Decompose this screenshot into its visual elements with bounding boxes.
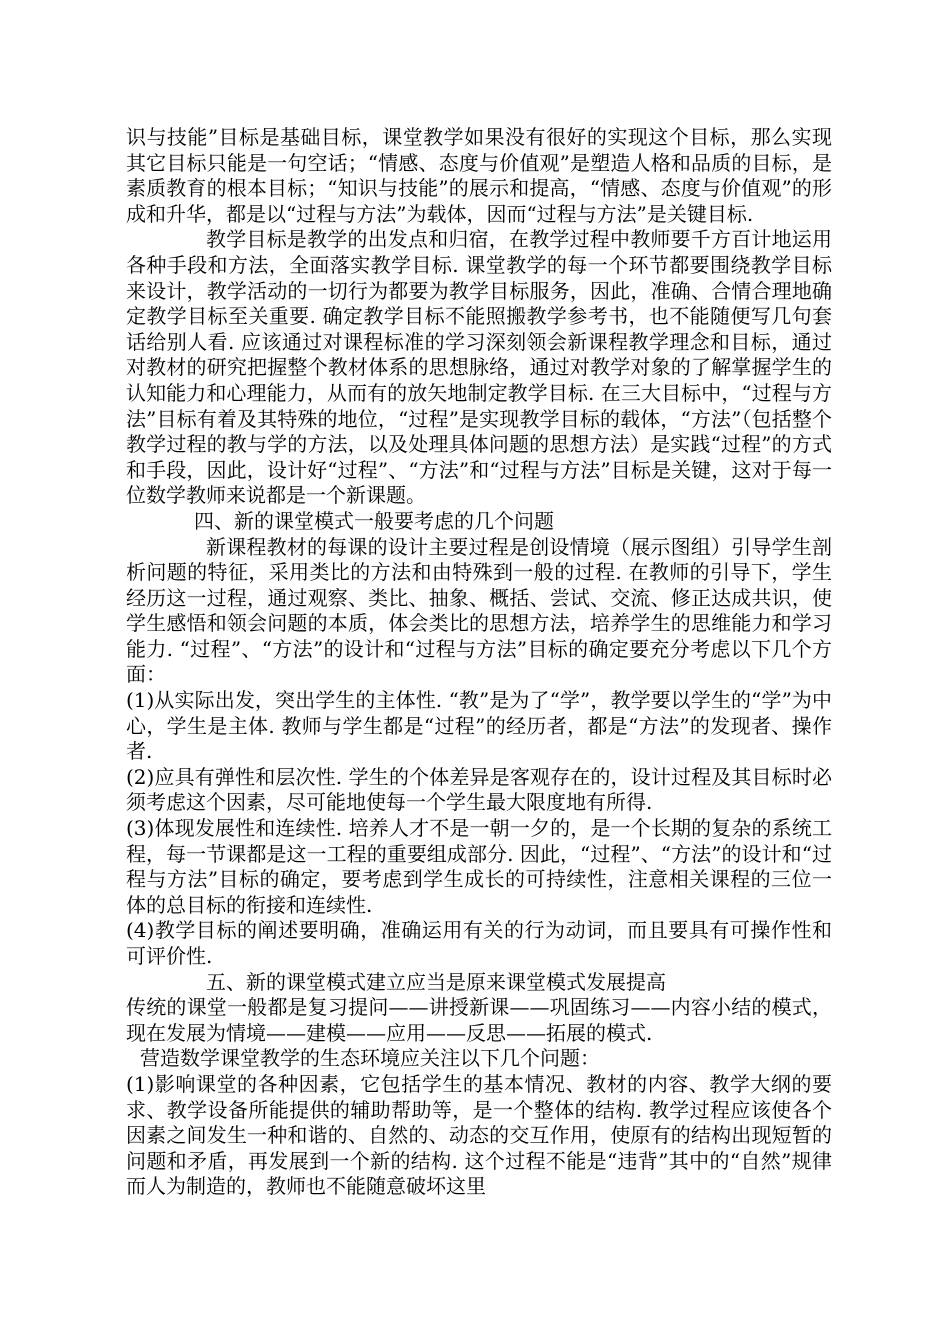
list-item-3: (3)体现发展性和连续性. 培养人才不是一朝一夕的，是一个长期的复杂的系统工程，每一节课都是这一工程的重要组成部分. 因此，“过程”、“方法”的设计和“过程与方法”目标的确定，要考虑到学生成长的可持续性，注意相关课程的三位一体的总目标的衔接和连续性. xyxy=(126,816,832,917)
section-heading-five: 五、新的课堂模式建立应当是原来课堂模式发展提高 xyxy=(206,969,666,994)
list-item-2: (2)应具有弹性和层次性. 学生的个体差异是客观存在的，设计过程及其目标时必须考虑这个因素，尽可能地使每一个学生最大限度地有所得. xyxy=(126,764,832,815)
list-item-ecology-1: (1)影响课堂的各种因素，它包括学生的基本情况、教材的内容、教学大纲的要求、教学设备所能提供的辅助帮助等，是一个整体的结构. 教学过程应该使各个因素之间发生一种和谐的、自然的、动态的交互作用，使原有的结构出现短暂的问题和矛盾，再发展到一个新的结构. 这个过程不能是“违背”其中的“自然”规律而人为制造的，教师也不能随意破坏这里 xyxy=(126,1071,832,1199)
paragraph-ecology-intro: 营造数学课堂教学的生态环境应关注以下几个问题： xyxy=(140,1046,600,1071)
list-item-4: (4)教学目标的阐述要明确，准确运用有关的行为动词，而且要具有可操作性和可评价性. xyxy=(126,918,832,968)
paragraph-traditional-model: 传统的课堂一般都是复习提问——讲授新课——巩固练习——内容小结的模式，现在发展为情境——建模——应用——反思——拓展的模式. xyxy=(126,995,832,1045)
paragraph-teaching-objectives: 教学目标是教学的出发点和归宿，在教学过程中教师要千方百计地运用各种手段和方法，全面落实教学目标. 课堂教学的每一个环节都要围绕教学目标来设计，教学活动的一切行为都要为教学目标服务，因此，准确、合情合理地确定教学目标至关重要. 确定教学目标不能照搬教学参考书，也不能随便写几句套话给别人看. 应该通过对课程标准的学习深刻领会新课程教学理念和目标，通过对教材的研究把握整个教材体系的思想脉络，通过对教学对象的了解掌握学生的认知能力和心理能力，从而有的放矢地制定教学目标. 在三大目标中，“过程与方法”目标有着及其特殊的地位，“过程”是实现教学目标的载体，“方法”（包括整个教学过程的教与学的方法，以及处理具体问题的思想方法）是实践“过程”的方式和手段，因此，设计好“过程”、“方法”和“过程与方法”目标是关键，这对于每一位数学教师来说都是一个新课题。 xyxy=(126,227,832,508)
list-item-1: (1)从实际出发，突出学生的主体性. “教”是为了“学”，教学要以学生的“学”为中心，学生是主体. 教师与学生都是“过程”的经历者，都是“方法”的发现者、操作者. xyxy=(126,688,832,764)
document-body xyxy=(126,125,832,1200)
paragraph-goals-continued: 识与技能”目标是基础目标，课堂教学如果没有很好的实现这个目标，那么实现其它目标只能是一句空话；“情感、态度与价值观”是塑造人格和品质的目标，是素质教育的根本目标；“知识与技能”的展示和提高，“情感、态度与价值观”的形成和升华，都是以“过程与方法”为载体，因而“过程与方法”是关键目标. xyxy=(126,125,832,226)
section-heading-four: 四、新的课堂模式一般要考虑的几个问题 xyxy=(194,508,554,533)
paragraph-new-curriculum: 新课程教材的每课的设计主要过程是创设情境（展示图组）引导学生剖析问题的特征，采用类比的方法和由特殊到一般的过程. 在教师的引导下，学生经历这一过程，通过观察、类比、抽象、概括、尝试、交流、修正达成共识，使学生感悟和领会问题的本质，体会类比的思想方法，培养学生的思维能力和学习能力. “过程”、“方法”的设计和“过程与方法”目标的确定要充分考虑以下几个方面： xyxy=(126,534,832,687)
